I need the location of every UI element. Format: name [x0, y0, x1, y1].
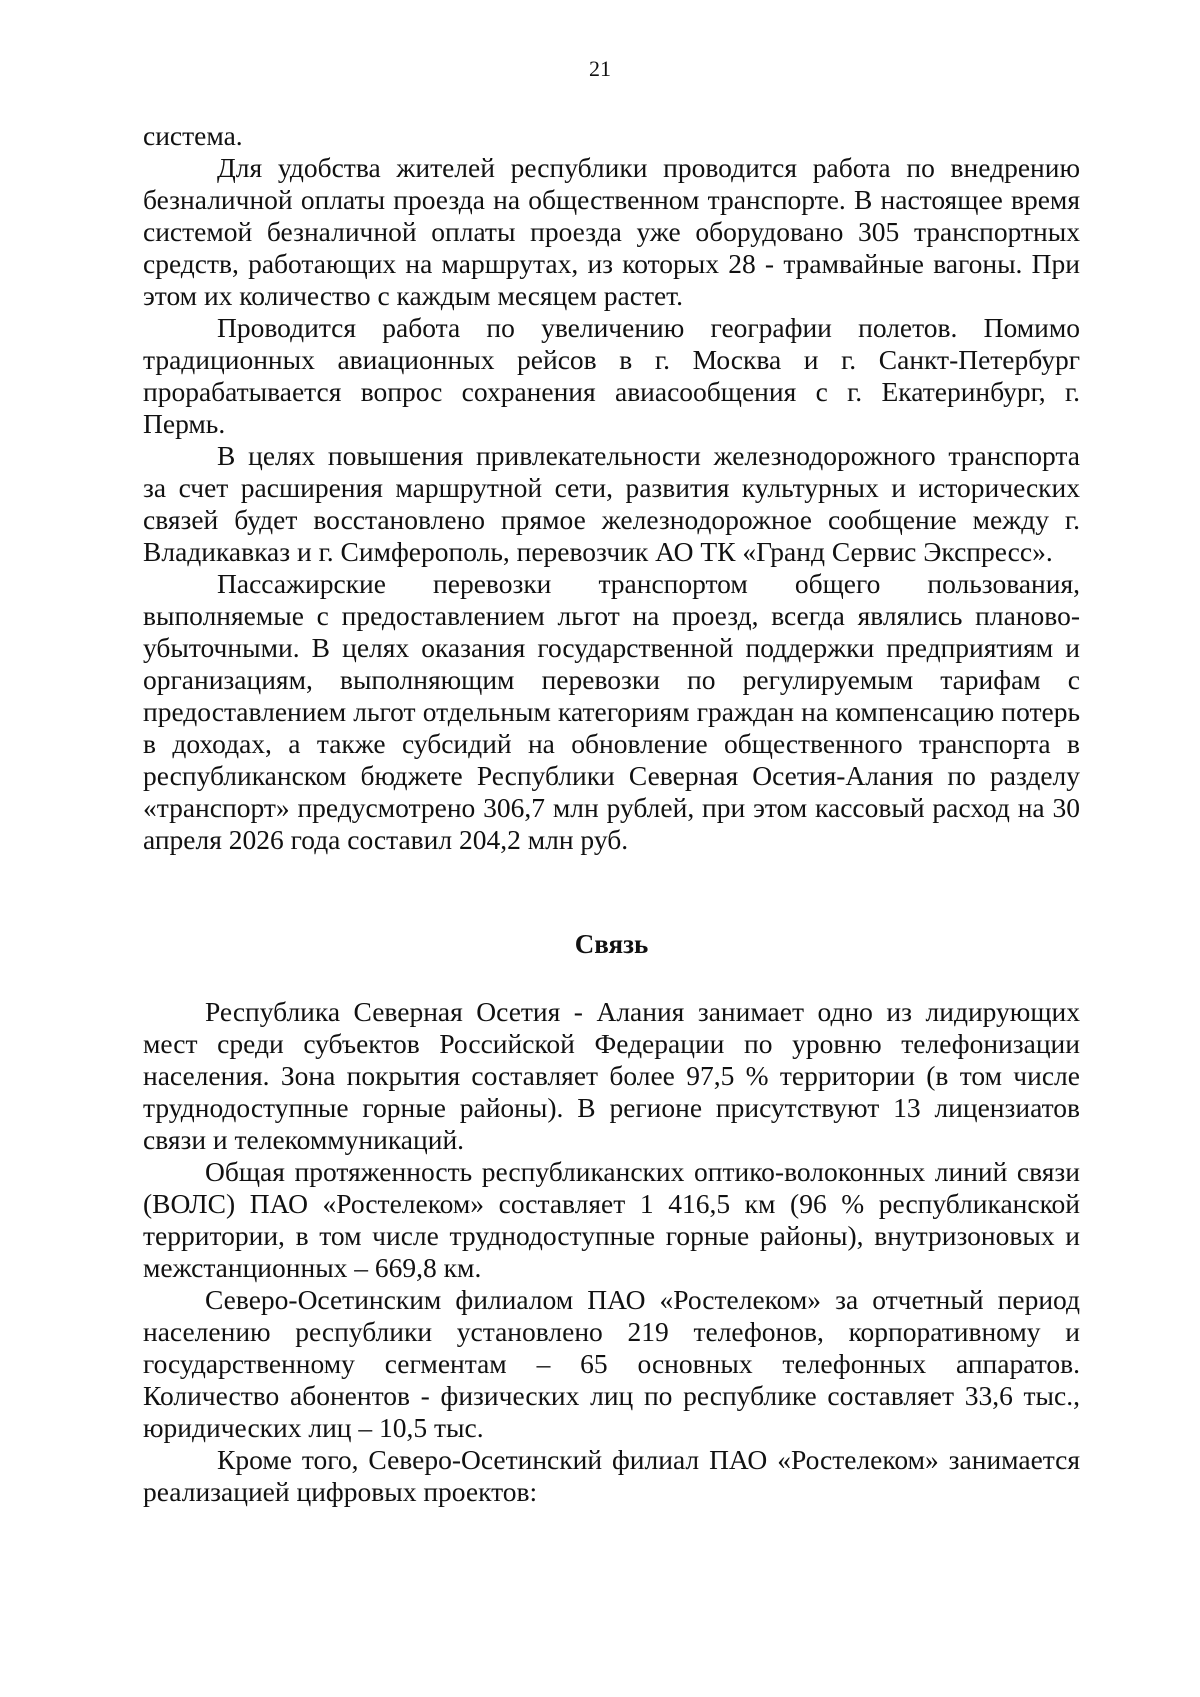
page-number: 21: [589, 56, 611, 81]
paragraph: Проводится работа по увеличению географии полетов. Помимо традиционных авиационных рейсов в г. Москва и г. Санкт-Петербург прорабатывается вопрос сохранения авиасообщения с г. Екатеринбург, г. Пермь.: [143, 312, 1080, 439]
paragraph: В целях повышения привлекательности железнодорожного транспорта за счет расширения маршрутной сети, развития культурных и исторических связей будет восстановлено прямое железнодорожное сообщение между г. Владикавказ и г. Симферополь, перевозчик АО ТК «Гранд Сервис Экспресс».: [143, 440, 1080, 567]
transport-section-text: [143, 120, 1080, 856]
section-heading-wrapper: [143, 928, 1080, 960]
paragraph: система.: [143, 120, 243, 151]
communications-section-text: [143, 996, 1080, 1508]
paragraph: Кроме того, Северо-Осетинский филиал ПАО «Ростелеком» занимается реализацией цифровых проектов:: [143, 1444, 1080, 1507]
paragraph: Пассажирские перевозки транспортом общего пользования, выполняемые с предоставлением льгот на проезд, всегда являлись планово-убыточными. В целях оказания государственной поддержки предприятиям и организациям, выполняющим перевозки по регулируемым тарифам с предоставлением льгот отдельным категориям граждан на компенсацию потерь в доходах, а также субсидий на обновление общественного транспорта в республиканском бюджете Республики Северная Осетия-Алания по разделу «транспорт» предусмотрено 306,7 млн рублей, при этом кассовый расход на 30 апреля 2026 года составил 204,2 млн руб.: [143, 568, 1080, 855]
paragraph: Северо-Осетинским филиалом ПАО «Ростелеком» за отчетный период населению республики установлено 219 телефонов, корпоративному и государственному сегментам – 65 основных телефонных аппаратов. Количество абонентов - физических лиц по республике составляет 33,6 тыс., юридических лиц – 10,5 тыс.: [143, 1284, 1080, 1443]
paragraph: Для удобства жителей республики проводится работа по внедрению безналичной оплаты проезда на общественном транспорте. В настоящее время системой безналичной оплаты проезда уже оборудовано 305 транспортных средств, работающих на маршрутах, из которых 28 - трамвайные вагоны. При этом их количество с каждым месяцем растет.: [143, 152, 1080, 311]
paragraph: Общая протяженность республиканских оптико-волоконных линий связи (ВОЛС) ПАО «Ростелеком» составляет 1 416,5 км (96 % республиканской территории, в том числе труднодоступные горные районы), внутризоновых и межстанционных – 669,8 км.: [143, 1156, 1080, 1283]
section-heading: Связь: [574, 929, 649, 959]
paragraph: Республика Северная Осетия - Алания занимает одно из лидирующих мест среди субъектов Российской Федерации по уровню телефонизации населения. Зона покрытия составляет более 97,5 % территории (в том числе труднодоступные горные районы). В регионе присутствуют 13 лицензиатов связи и телекоммуникаций.: [143, 996, 1080, 1155]
